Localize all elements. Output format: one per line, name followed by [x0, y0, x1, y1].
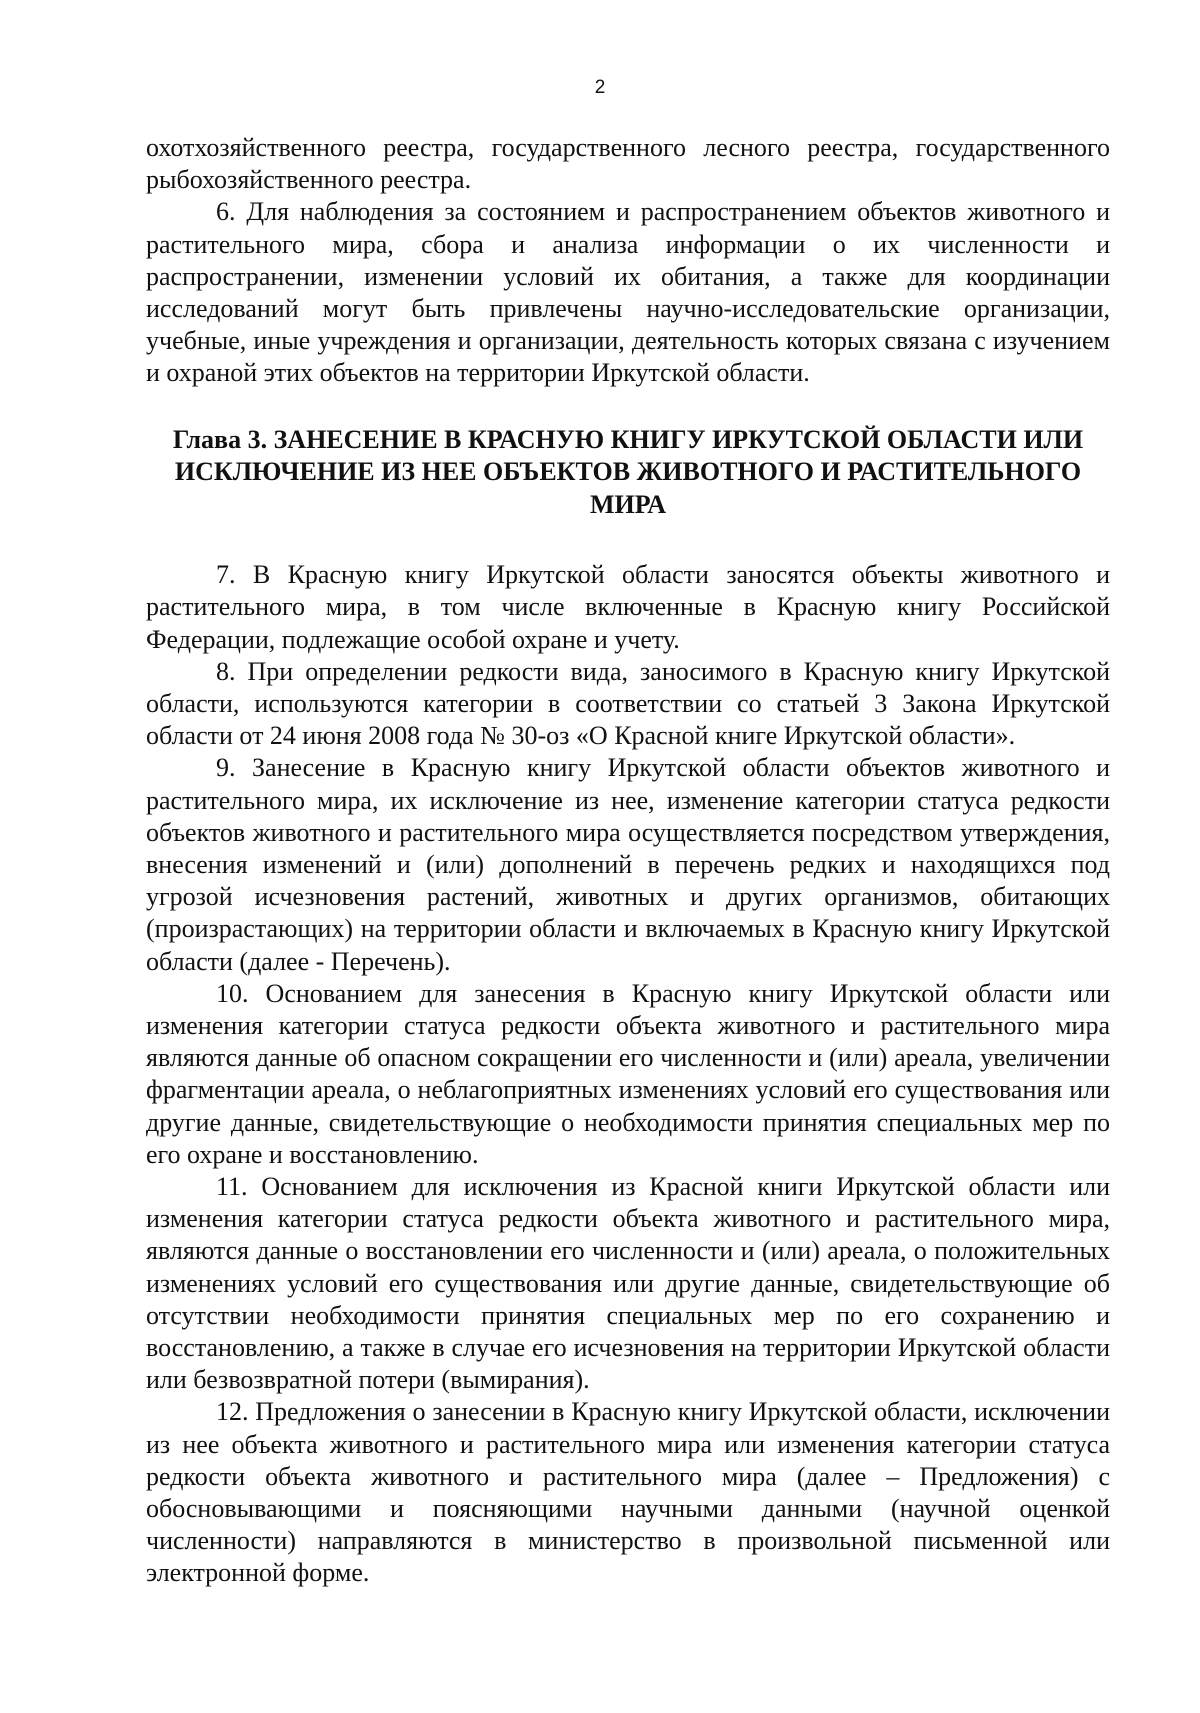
paragraph-6: 6. Для наблюдения за состоянием и распространением объектов животного и растительного мира, сбора и анализа информации о их численности и распространении, изменении условий их обитания, а также для координации исследований могут быть привлечены научно-исследовательские организации, учебные, иные учреждения и организации, деятельность которых связана с изучением и охраной этих объектов на территории Иркутской области. — [146, 197, 1110, 388]
paragraph-10: 10. Основанием для занесения в Красную книгу Иркутской области или изменения категории статуса редкости объекта животного и растительного мира являются данные об опасном сокращении его численности и (или) ареала, увеличении фрагментации ареала, о неблагоприятных изменениях условий его существования или другие данные, свидетельствующие о необходимости принятия специальных мер по его охране и восстановлению. — [146, 978, 1110, 1169]
paragraph-continuation: охотхозяйственного реестра, государственного лесного реестра, государственного рыбохозяйственного реестра. — [146, 133, 1110, 195]
paragraph-11: 11. Основанием для исключения из Красной книги Иркутской области или изменения категории статуса редкости объекта животного и растительного мира, являются данные о восстановлении его численности и (или) ареала, о положительных изменениях условий его существования или другие данные, свидетельствующие об отсутствии необходимости принятия специальных мер по его сохранению и восстановлению, а также в случае его исчезновения на территории Иркутской области или безвозвратной потери (вымирания). — [146, 1171, 1110, 1395]
chapter-heading: Глава 3. ЗАНЕСЕНИЕ В КРАСНУЮ КНИГУ ИРКУТСКОЙ ОБЛАСТИ ИЛИ ИСКЛЮЧЕНИЕ ИЗ НЕЕ ОБЪЕКТОВ ЖИВОТНОГО И РАСТИТЕЛЬНОГО МИРА — [172, 424, 1084, 519]
document-body — [146, 132, 1110, 1590]
paragraph-7: 7. В Красную книгу Иркутской области заносятся объекты животного и растительного мира, в том числе включенные в Красную книгу Российской Федерации, подлежащие особой охране и учету. — [146, 560, 1110, 654]
paragraph-9: 9. Занесение в Красную книгу Иркутской области объектов животного и растительного мира, их исключение из нее, изменение категории статуса редкости объектов животного и растительного мира осуществляется посредством утверждения, внесения изменений и (или) дополнений в перечень редких и находящихся под угрозой исчезновения растений, животных и других организмов, обитающих (произрастающих) на территории области и включаемых в Красную книгу Иркутской области (далее - Перечень). — [146, 753, 1110, 976]
paragraph-8: 8. При определении редкости вида, заносимого в Красную книгу Иркутской области, используются категории в соответствии со статьей 3 Закона Иркутской области от 24 июня 2008 года № 30-оз «О Красной книге Иркутской области». — [146, 656, 1110, 751]
paragraph-12: 12. Предложения о занесении в Красную книгу Иркутской области, исключении из нее объекта животного и растительного мира или изменения категории статуса редкости объекта животного и растительного мира (далее – Предложения) с обосновывающими и поясняющими научными данными (научной оценкой численности) направляются в министерство в произвольной письменной или электронной форме. — [146, 1397, 1110, 1588]
spacer — [146, 521, 1110, 559]
spacer — [146, 390, 1110, 424]
page-number: 2 — [594, 77, 606, 98]
